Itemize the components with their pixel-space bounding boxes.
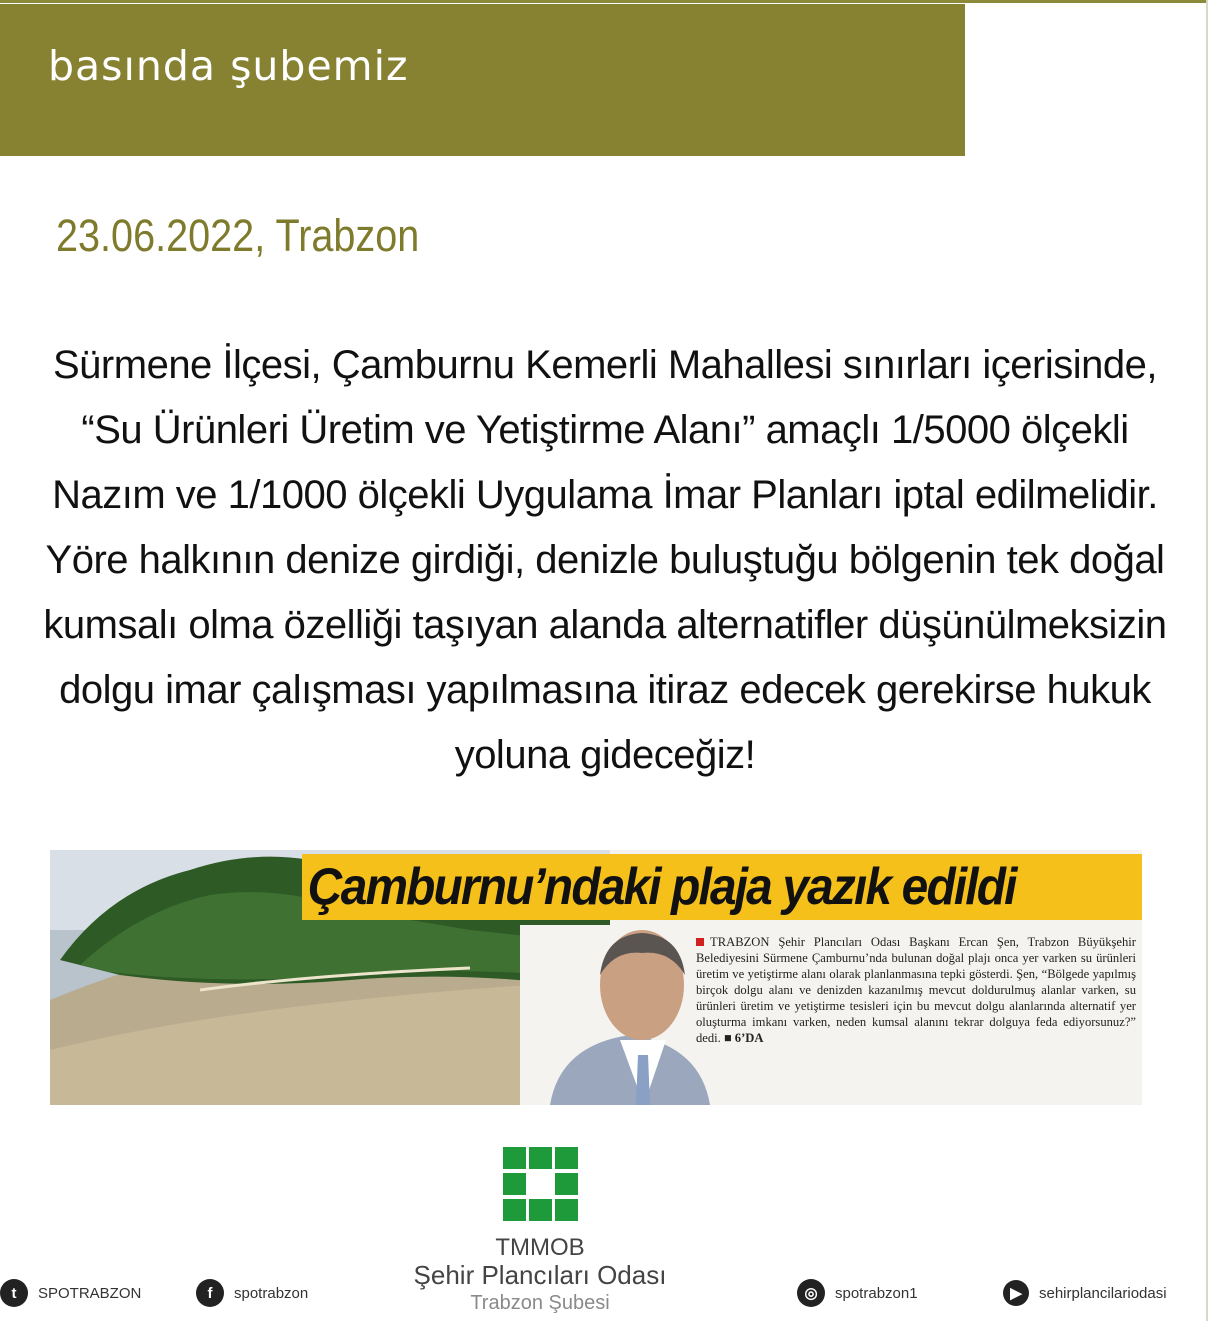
statement-line: “Su Ürünleri Üretim ve Yetiştirme Alanı” amaçlı 1/5000 ölçekli xyxy=(81,408,1129,452)
article-text: TRABZON Şehir Plancıları Odası Başkanı Ercan Şen, Trabzon Büyükşehir Belediyesini Sürmene Çamburnu’nda bulunan doğal plajı onca yer varken su ürünleri üretim ve yetiştirme alanı olarak planlanmasına tepki gösterdi. Şen, “Bölgede yapılmış birçok dolgu alanı ve denizden kazanılmış mevcut doldurulmuş alanlar varken, su ürünleri üretim ve yetiştirme tesisleri için bu mevcut dolgu alanlarında alternatif yer oluşturma imkanı varken, neden kumsal alanını tekrar dolguya feda ediyorsunuz?” dedi. xyxy=(696,935,1136,1045)
clipping-headline: Çamburnu’ndaki plaja yazık edildi xyxy=(308,858,1016,916)
youtube-icon: ▶ xyxy=(1003,1280,1029,1306)
statement-line: Yöre halkının denize girdiği, denizle buluştuğu bölgenin tek doğal xyxy=(45,538,1165,582)
statement-line: kumsalı olma özelliği taşıyan alanda alternatifler düşünülmeksizin xyxy=(43,603,1167,647)
header-title: basında şubemiz xyxy=(48,42,409,90)
social-facebook[interactable] xyxy=(196,1279,308,1307)
org-line-2: Şehir Plancıları Odası xyxy=(413,1260,667,1290)
instagram-icon: ◎ xyxy=(797,1279,825,1307)
facebook-handle: spotrabzon xyxy=(234,1284,309,1302)
header-banner xyxy=(0,4,965,156)
facebook-icon: f xyxy=(196,1279,224,1307)
red-marker xyxy=(696,938,704,946)
social-youtube[interactable] xyxy=(1003,1279,1167,1307)
newspaper-clipping xyxy=(50,850,1142,1105)
top-border-line xyxy=(0,0,1208,3)
org-line-3: Trabzon Şubesi xyxy=(470,1292,610,1314)
statement-line: Sürmene İlçesi, Çamburnu Kemerli Mahallesi sınırları içerisinde, xyxy=(53,343,1157,387)
statement-line: Nazım ve 1/1000 ölçekli Uygulama İmar Planları iptal edilmelidir. xyxy=(52,473,1158,517)
clipping-article xyxy=(696,934,1136,1046)
instagram-handle: spotrabzon1 xyxy=(835,1284,918,1302)
statement-text xyxy=(40,333,1170,788)
statement-line: yoluna gideceğiz! xyxy=(454,733,756,777)
twitter-icon: t xyxy=(0,1279,28,1307)
social-twitter[interactable] xyxy=(0,1279,141,1307)
twitter-handle: SPOTRABZON xyxy=(38,1284,142,1302)
social-instagram[interactable] xyxy=(797,1279,918,1307)
statement-line: dolgu imar çalışması yapılmasına itiraz edecek gerekirse hukuk xyxy=(59,668,1151,712)
org-line-1: TMMOB xyxy=(495,1234,585,1261)
page-reference: ■ 6’DA xyxy=(724,1031,764,1045)
youtube-handle: sehirplancilariodasi xyxy=(1039,1284,1167,1302)
tmmob-logo xyxy=(503,1147,578,1221)
date-location: 23.06.2022, Trabzon xyxy=(56,210,420,261)
